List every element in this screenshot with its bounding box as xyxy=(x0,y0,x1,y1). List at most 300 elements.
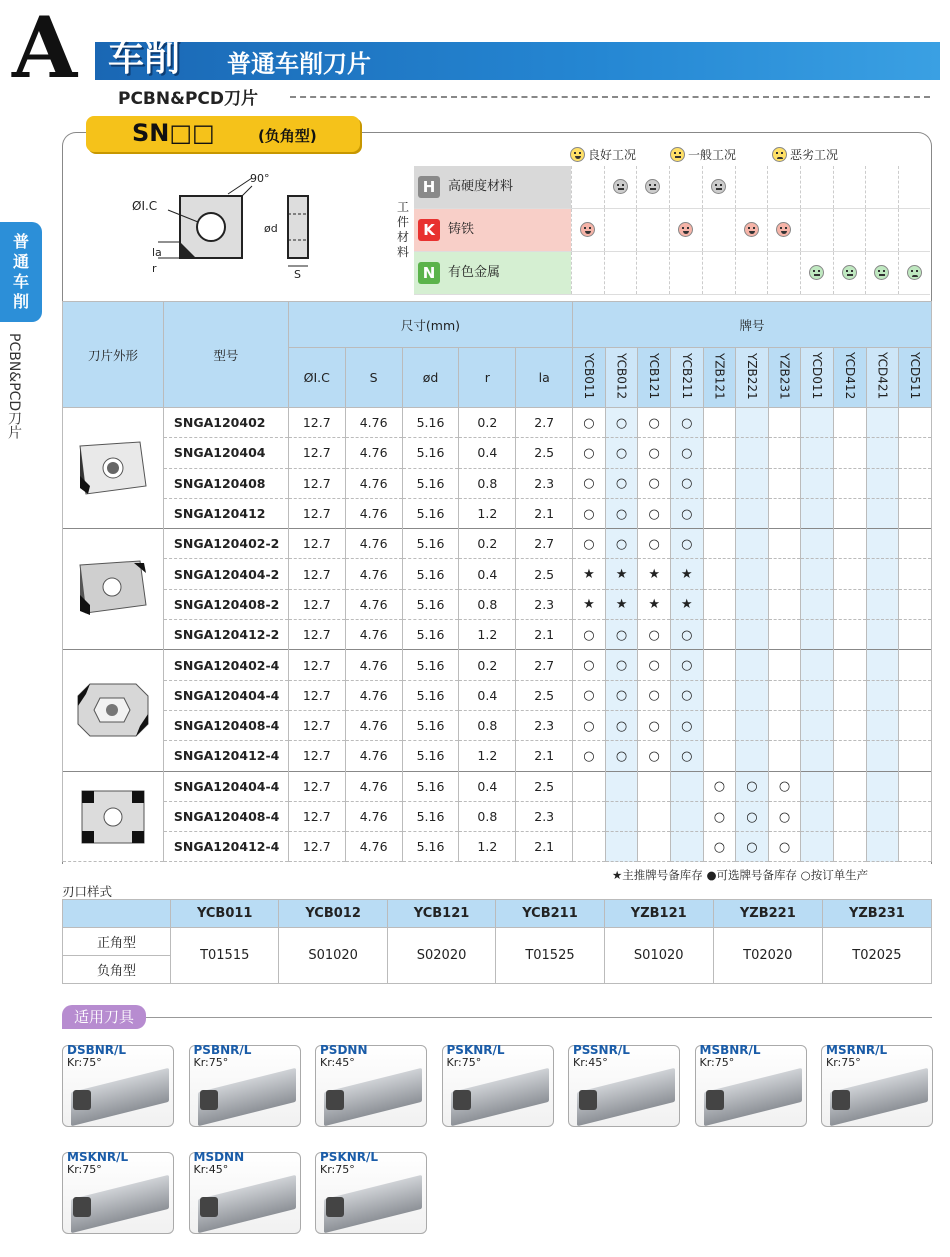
size-cell-d: 5.16 xyxy=(402,408,459,438)
grade-cell xyxy=(638,680,671,710)
tool-kr: Kr:75° xyxy=(67,1056,102,1069)
grade-cell xyxy=(768,468,801,498)
size-cell-ic: 12.7 xyxy=(288,498,345,528)
size-cell-r: 0.4 xyxy=(459,438,516,468)
size-cell-s: 4.76 xyxy=(345,680,402,710)
grade-cell xyxy=(866,650,899,680)
tool-head-icon xyxy=(200,1090,218,1110)
model-cell: SNGA120412-4 xyxy=(163,832,288,862)
availability-mark: ○ xyxy=(681,627,693,643)
grade-label: YZB121 xyxy=(712,352,727,400)
edge-grade-header: YCB121 xyxy=(387,900,495,928)
tool-card[interactable] xyxy=(315,1045,427,1127)
col-grade-7 xyxy=(801,348,834,408)
tool-kr: Kr:75° xyxy=(320,1163,355,1176)
grade-cell xyxy=(638,498,671,528)
grade-cell xyxy=(703,741,736,771)
grade-cell xyxy=(670,710,703,740)
grade-cell xyxy=(670,498,703,528)
section-letter: A xyxy=(12,0,78,97)
tool-name: DSBNR/L xyxy=(67,1043,127,1057)
grade-cell xyxy=(801,710,834,740)
grade-cell xyxy=(573,771,606,801)
grade-cell xyxy=(736,832,769,862)
grade-cell xyxy=(866,498,899,528)
size-cell-d: 5.16 xyxy=(402,559,459,589)
size-cell-d: 5.16 xyxy=(402,680,459,710)
tool-head-icon xyxy=(579,1090,597,1110)
material-label xyxy=(414,166,571,208)
edge-value-cell: S01020 xyxy=(279,928,387,984)
edge-grade-header: YZB231 xyxy=(822,900,931,928)
size-cell-r: 0.4 xyxy=(459,680,516,710)
edge-value-cell: T01515 xyxy=(171,928,279,984)
grade-cell xyxy=(866,408,899,438)
grade-cell xyxy=(899,741,932,771)
size-cell-r: 0.8 xyxy=(459,468,516,498)
grade-cell xyxy=(866,680,899,710)
grade-cell xyxy=(670,589,703,619)
table-row xyxy=(63,771,932,801)
grade-cell xyxy=(736,710,769,740)
grade-cell xyxy=(834,620,867,650)
grade-cell xyxy=(768,559,801,589)
size-cell-r: 1.2 xyxy=(459,741,516,771)
drawing-r-label: r xyxy=(152,262,157,275)
grade-cell xyxy=(736,589,769,619)
size-cell-r: 0.8 xyxy=(459,801,516,831)
material-grade-cell xyxy=(865,252,898,294)
size-cell-s: 4.76 xyxy=(345,741,402,771)
availability-mark: ○ xyxy=(583,748,595,764)
edge-row-label-positive: 正角型 xyxy=(63,928,171,956)
grade-cell xyxy=(703,408,736,438)
size-cell-r: 0.8 xyxy=(459,710,516,740)
model-cell: SNGA120408-2 xyxy=(163,589,288,619)
col-size-4: la xyxy=(516,348,573,408)
grade-cell xyxy=(573,408,606,438)
tool-card[interactable] xyxy=(62,1045,174,1127)
legend-note: ★主推牌号备库存 ●可选牌号备库存 ○按订单生产 xyxy=(612,868,869,882)
tool-card[interactable] xyxy=(821,1045,933,1127)
tool-card[interactable] xyxy=(62,1152,174,1234)
tool-card[interactable] xyxy=(315,1152,427,1234)
grade-cell xyxy=(736,741,769,771)
size-cell-ic: 12.7 xyxy=(288,741,345,771)
edge-value-cell: T01525 xyxy=(496,928,604,984)
material-grade-cell xyxy=(735,166,768,208)
col-size-3: r xyxy=(459,348,516,408)
insert-spec-table xyxy=(62,301,932,862)
tool-kr: Kr:75° xyxy=(67,1163,102,1176)
size-cell-la: 2.1 xyxy=(516,620,573,650)
table-row xyxy=(63,498,932,528)
grade-cell xyxy=(899,529,932,559)
size-cell-d: 5.16 xyxy=(402,620,459,650)
grade-cell xyxy=(670,832,703,862)
page-title: 车削 xyxy=(108,38,181,79)
condition-face-icon xyxy=(711,179,726,194)
size-cell-ic: 12.7 xyxy=(288,408,345,438)
grade-label: YZB231 xyxy=(777,352,792,400)
grade-cell xyxy=(866,801,899,831)
grade-cell xyxy=(573,680,606,710)
size-cell-ic: 12.7 xyxy=(288,710,345,740)
material-grade-cell xyxy=(702,209,735,251)
grade-cell xyxy=(573,801,606,831)
grade-cell xyxy=(768,741,801,771)
material-side-label: 工件材料 xyxy=(396,200,409,259)
col-grade-6 xyxy=(768,348,801,408)
material-name: 有色金属 xyxy=(448,265,501,280)
grade-cell xyxy=(703,801,736,831)
availability-mark: ○ xyxy=(713,809,726,825)
grade-cell xyxy=(703,680,736,710)
availability-mark: ○ xyxy=(615,536,628,552)
material-grade-cell xyxy=(865,209,898,251)
tool-head-icon xyxy=(326,1197,344,1217)
size-cell-la: 2.3 xyxy=(516,468,573,498)
tool-name: PSDNN xyxy=(320,1043,368,1057)
availability-mark: ○ xyxy=(615,627,628,643)
tool-card[interactable] xyxy=(442,1045,554,1127)
tool-kr: Kr:75° xyxy=(193,1056,229,1069)
size-cell-ic: 12.7 xyxy=(288,680,345,710)
model-cell: SNGA120412 xyxy=(163,498,288,528)
availability-mark: ○ xyxy=(713,779,726,795)
grade-cell xyxy=(638,832,671,862)
size-cell-ic: 12.7 xyxy=(288,620,345,650)
grade-label: YCD421 xyxy=(875,352,890,400)
material-grade-cell xyxy=(604,209,637,251)
table-row xyxy=(63,559,932,589)
availability-mark: ○ xyxy=(615,445,628,461)
grade-cell xyxy=(801,529,834,559)
sad-face-icon xyxy=(772,147,787,162)
material-grade-cell xyxy=(571,252,604,294)
availability-mark: ○ xyxy=(681,718,693,734)
tools-title: 适用刀具 xyxy=(62,1005,146,1029)
size-cell-s: 4.76 xyxy=(345,498,402,528)
tool-name: PSKNR/L xyxy=(320,1150,379,1164)
availability-mark: ○ xyxy=(681,658,693,674)
grade-cell xyxy=(736,801,769,831)
insert-icon xyxy=(76,680,150,740)
edge-value-cell: S01020 xyxy=(604,928,713,984)
size-cell-s: 4.76 xyxy=(345,710,402,740)
tool-card[interactable] xyxy=(189,1045,301,1127)
grade-cell xyxy=(670,620,703,650)
grade-cell xyxy=(703,650,736,680)
size-cell-r: 0.2 xyxy=(459,408,516,438)
legend-ok: 一般工况 xyxy=(670,146,736,163)
grade-cell xyxy=(605,589,638,619)
availability-mark: ○ xyxy=(648,445,660,461)
grade-cell xyxy=(638,620,671,650)
grade-cell xyxy=(703,589,736,619)
table-row xyxy=(63,710,932,740)
size-cell-la: 2.5 xyxy=(516,771,573,801)
availability-mark: ★ xyxy=(648,567,660,583)
tool-card[interactable] xyxy=(568,1045,680,1127)
tool-card[interactable] xyxy=(189,1152,301,1234)
material-grade-cell xyxy=(735,209,768,251)
material-label xyxy=(414,209,571,251)
grade-cell xyxy=(703,559,736,589)
availability-mark: ○ xyxy=(778,839,791,855)
model-cell: SNGA120404-4 xyxy=(163,771,288,801)
grade-cell xyxy=(605,771,638,801)
col-grade-8 xyxy=(834,348,867,408)
size-cell-s: 4.76 xyxy=(345,620,402,650)
grade-label: YCB211 xyxy=(679,352,694,400)
edge-grade-header: YCB211 xyxy=(496,900,604,928)
condition-face-icon xyxy=(874,265,889,280)
availability-mark: ○ xyxy=(713,839,726,855)
edge-corner xyxy=(63,900,171,928)
condition-face-icon xyxy=(809,265,824,280)
grade-cell xyxy=(670,559,703,589)
condition-face-icon xyxy=(744,222,759,237)
grade-cell xyxy=(834,741,867,771)
size-cell-s: 4.76 xyxy=(345,468,402,498)
grade-cell xyxy=(573,620,606,650)
size-cell-r: 0.4 xyxy=(459,559,516,589)
material-grade-cell xyxy=(604,252,637,294)
availability-mark: ○ xyxy=(615,658,628,674)
grade-cell xyxy=(736,498,769,528)
tool-card[interactable] xyxy=(695,1045,807,1127)
edge-value-cell: T02020 xyxy=(713,928,822,984)
size-cell-s: 4.76 xyxy=(345,438,402,468)
grade-cell xyxy=(801,832,834,862)
availability-mark: ○ xyxy=(615,506,628,522)
drawing-s-label: S xyxy=(294,268,301,280)
grade-cell xyxy=(605,559,638,589)
condition-face-icon xyxy=(613,179,628,194)
grade-cell xyxy=(736,650,769,680)
col-size-1: S xyxy=(345,348,402,408)
size-cell-d: 5.16 xyxy=(402,710,459,740)
model-cell: SNGA120408-4 xyxy=(163,710,288,740)
availability-mark: ○ xyxy=(648,536,660,552)
size-cell-s: 4.76 xyxy=(345,771,402,801)
grade-cell xyxy=(899,468,932,498)
size-cell-la: 2.3 xyxy=(516,589,573,619)
size-cell-d: 5.16 xyxy=(402,771,459,801)
material-row xyxy=(414,252,930,295)
tool-name: MSBNR/L xyxy=(699,1043,761,1057)
size-cell-ic: 12.7 xyxy=(288,559,345,589)
availability-mark: ○ xyxy=(681,415,693,431)
material-code-badge: K xyxy=(418,219,440,241)
size-cell-la: 2.1 xyxy=(516,832,573,862)
condition-face-icon xyxy=(776,222,791,237)
size-cell-d: 5.16 xyxy=(402,650,459,680)
availability-mark: ○ xyxy=(681,506,693,522)
grade-cell xyxy=(670,680,703,710)
insert-icon xyxy=(76,559,150,619)
grade-cell xyxy=(605,801,638,831)
availability-mark: ★ xyxy=(680,597,693,613)
availability-mark: ○ xyxy=(778,779,791,795)
grade-cell xyxy=(573,710,606,740)
size-cell-la: 2.7 xyxy=(516,408,573,438)
model-cell: SNGA120404-4 xyxy=(163,680,288,710)
grade-cell xyxy=(736,529,769,559)
grade-cell xyxy=(899,498,932,528)
grade-cell xyxy=(605,468,638,498)
availability-mark: ○ xyxy=(681,688,693,704)
availability-mark: ○ xyxy=(648,627,660,643)
availability-mark: ★ xyxy=(680,567,693,583)
col-grade-9 xyxy=(866,348,899,408)
legend-good: 良好工况 xyxy=(570,146,636,163)
grade-cell xyxy=(834,529,867,559)
grade-cell xyxy=(605,438,638,468)
grade-cell xyxy=(801,801,834,831)
grade-cell xyxy=(834,832,867,862)
size-cell-ic: 12.7 xyxy=(288,468,345,498)
availability-mark: ○ xyxy=(746,839,758,855)
size-cell-r: 1.2 xyxy=(459,832,516,862)
material-grade-cell xyxy=(800,166,833,208)
grade-label: YZB221 xyxy=(744,352,759,400)
model-cell: SNGA120412-2 xyxy=(163,620,288,650)
size-cell-s: 4.76 xyxy=(345,408,402,438)
grade-cell xyxy=(866,771,899,801)
neutral-face-icon xyxy=(670,147,685,162)
col-grade-1 xyxy=(605,348,638,408)
grade-cell xyxy=(703,468,736,498)
availability-mark: ★ xyxy=(583,567,595,583)
availability-mark: ○ xyxy=(648,718,660,734)
grade-cell xyxy=(736,620,769,650)
tool-name: MSKNR/L xyxy=(67,1150,129,1164)
grade-cell xyxy=(670,741,703,771)
material-grade-cell xyxy=(800,209,833,251)
size-cell-la: 2.7 xyxy=(516,529,573,559)
size-cell-ic: 12.7 xyxy=(288,771,345,801)
table-row xyxy=(63,589,932,619)
material-grade-cell xyxy=(767,252,800,294)
model-cell: SNGA120402 xyxy=(163,408,288,438)
condition-face-icon xyxy=(580,222,595,237)
grade-cell xyxy=(605,710,638,740)
material-row xyxy=(414,166,930,209)
grade-cell xyxy=(638,408,671,438)
tool-head-icon xyxy=(832,1090,850,1110)
insert-shape-image xyxy=(63,408,164,529)
size-cell-s: 4.76 xyxy=(345,589,402,619)
grade-cell xyxy=(670,468,703,498)
table-row xyxy=(63,408,932,438)
grade-cell xyxy=(834,498,867,528)
size-cell-s: 4.76 xyxy=(345,529,402,559)
grade-label: YCD011 xyxy=(810,352,825,400)
tool-kr: Kr:75° xyxy=(699,1056,735,1069)
grade-cell xyxy=(703,438,736,468)
size-cell-d: 5.16 xyxy=(402,741,459,771)
header-bar xyxy=(95,42,940,80)
section-title-box xyxy=(86,116,360,152)
grade-cell xyxy=(605,680,638,710)
table-row xyxy=(63,529,932,559)
grade-cell xyxy=(768,771,801,801)
material-grade-cell xyxy=(767,209,800,251)
tool-head-icon xyxy=(706,1090,724,1110)
grade-cell xyxy=(638,741,671,771)
grade-cell xyxy=(768,650,801,680)
material-grade-cell xyxy=(571,166,604,208)
material-grade-cell xyxy=(767,166,800,208)
grade-cell xyxy=(866,741,899,771)
material-grade-cell xyxy=(865,166,898,208)
table-row xyxy=(63,468,932,498)
grade-cell xyxy=(768,620,801,650)
grade-cell xyxy=(573,832,606,862)
grade-cell xyxy=(638,529,671,559)
material-grade-cell xyxy=(604,166,637,208)
availability-mark: ○ xyxy=(583,506,595,522)
grade-cell xyxy=(638,468,671,498)
grade-cell xyxy=(801,771,834,801)
grade-cell xyxy=(899,832,932,862)
side-tab[interactable] xyxy=(0,222,42,322)
material-grade-cell xyxy=(669,209,702,251)
size-cell-la: 2.5 xyxy=(516,438,573,468)
section-title: SN□□ xyxy=(132,119,215,147)
drawing-d-label: ød xyxy=(264,222,278,235)
grade-cell xyxy=(605,832,638,862)
insert-icon xyxy=(76,787,150,847)
grade-cell xyxy=(605,620,638,650)
tool-kr: Kr:75° xyxy=(446,1056,482,1069)
material-grade-cell xyxy=(636,209,669,251)
edge-grade-header: YZB121 xyxy=(604,900,713,928)
edge-style-table xyxy=(62,899,932,984)
grade-cell xyxy=(703,771,736,801)
availability-mark: ○ xyxy=(681,445,693,461)
category-divider xyxy=(290,96,930,98)
grade-cell xyxy=(670,801,703,831)
tool-head-icon xyxy=(73,1197,91,1217)
grade-cell xyxy=(768,529,801,559)
grade-cell xyxy=(703,710,736,740)
grade-label: YCB121 xyxy=(647,352,662,400)
size-cell-ic: 12.7 xyxy=(288,438,345,468)
grade-cell xyxy=(703,832,736,862)
grade-cell xyxy=(834,650,867,680)
grade-cell xyxy=(834,710,867,740)
edge-row-label-negative: 负角型 xyxy=(63,956,171,984)
grade-cell xyxy=(768,498,801,528)
material-grade-cell xyxy=(636,166,669,208)
size-cell-la: 2.3 xyxy=(516,801,573,831)
size-cell-s: 4.76 xyxy=(345,832,402,862)
grade-cell xyxy=(573,650,606,680)
table-row xyxy=(63,741,932,771)
grade-label: YCB011 xyxy=(581,352,596,400)
size-cell-r: 1.2 xyxy=(459,498,516,528)
availability-mark: ○ xyxy=(583,627,595,643)
col-grade: 牌号 xyxy=(573,302,932,348)
availability-mark: ○ xyxy=(778,809,791,825)
tool-name: PSSNR/L xyxy=(573,1043,630,1057)
condition-face-icon xyxy=(907,265,922,280)
side-vertical-label: PCBN&PCD刀片 xyxy=(6,333,22,440)
availability-mark: ○ xyxy=(681,536,693,552)
